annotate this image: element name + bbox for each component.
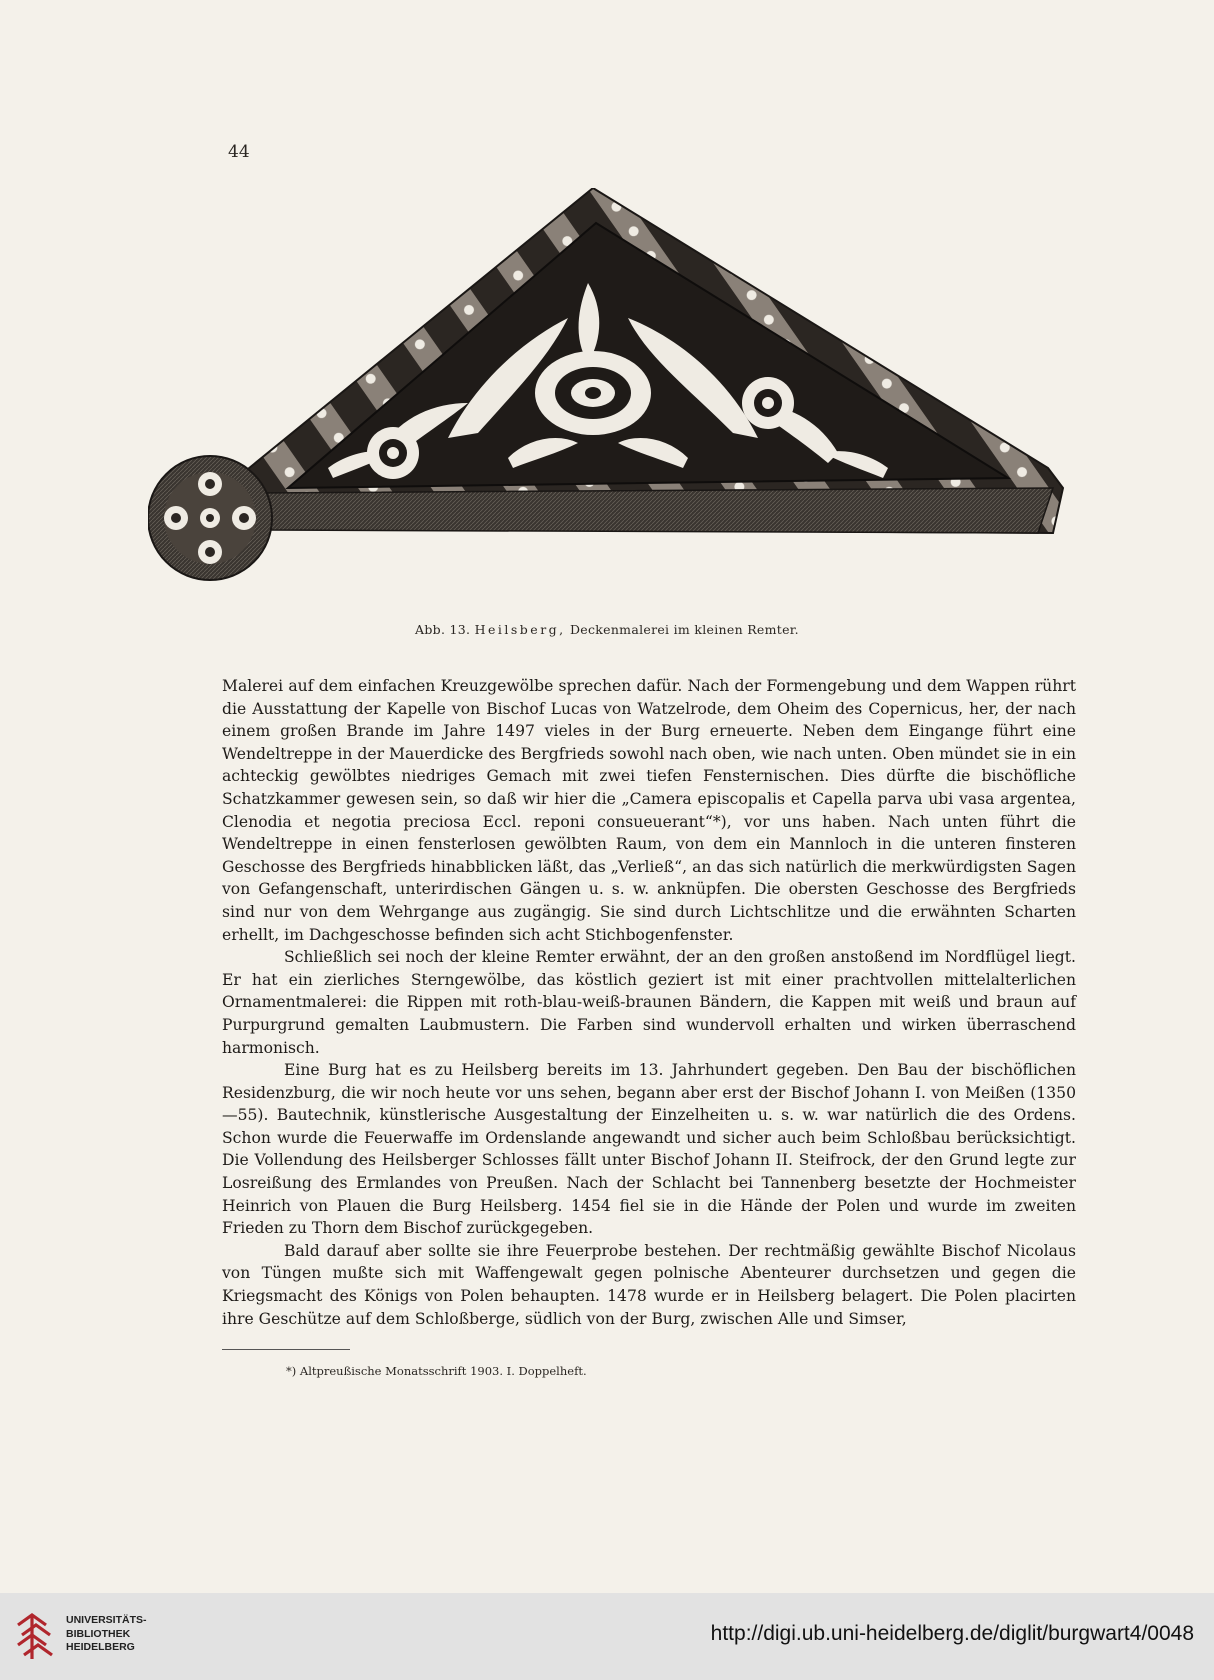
body-text <box>222 675 1076 1330</box>
central-rosette <box>535 351 651 435</box>
footnote-divider <box>222 1349 350 1350</box>
left-flower <box>367 427 419 479</box>
paragraph: Eine Burg hat es zu Heilsberg bereits im 13. Jahrhundert gegeben. Den Bau der bischöflichen Residenzburg, die wir noch heute vor uns sehen, begann aber erst der Bischof Johann I. von Meißen (1350—55). Bautechnik, künstlerische Ausgestaltung der Einzelheiten u. s. w. war natürlich die des Ordens. Schon wurde die Feuerwaffe im Ordenslande angewandt und sicher auch beim Schloßbau berücksichtigt. Die Vollendung des Heilsberger Schlosses fällt unter Bischof Johann II. Steifrock, der den Grund legte zur Losreißung des Ermlandes von Preußen. Nach der Schlacht bei Tannenberg besetzte der Hochmeister Heinrich von Plauen die Burg Heilsberg. 1454 fiel sie in die Hände der Polen und wurde im zweiten Frieden zu Thorn dem Bischof zurückgegeben. <box>222 1061 1076 1238</box>
keystone-medallion <box>148 456 272 580</box>
paragraph: Bald darauf aber sollte sie ihre Feuerprobe bestehen. Der rechtmäßig gewählte Bischof Nicolaus von Tüngen mußte sich mit Waffengewalt gegen polnische Abenteurer durchsetzen und gegen die Kriegsmacht des Königs von Polen behaupten. 1478 wurde er in Heilsberg belagert. Die Polen placirten ihre Geschütze auf dem Schloßberge, südlich von der Burg, zwischen Alle und Simser, <box>222 1241 1076 1328</box>
permalink-url[interactable]: http://digi.ub.uni-heidelberg.de/diglit/burgwart4/0048 <box>710 1622 1194 1645</box>
library-name-line: UNIVERSITÄTS- <box>66 1614 147 1626</box>
ceiling-painting-figure <box>148 188 1108 628</box>
paragraph: Malerei auf dem einfachen Kreuzgewölbe sprechen dafür. Nach der Formengebung und dem Wappen rührt die Ausstattung der Kapelle von Bischof Lucas von Watzelrode, dem Oheim des Copernicus, her, der nach einem großen Brande im Jahre 1497 vieles in der Burg erneuerte. Neben dem Eingange führt eine Wendeltreppe in der Mauerdicke des Bergfrieds sowohl nach oben, wie nach unten. Oben mündet sie in ein achteckig gewölbtes niedriges Gemach mit zwei tiefen Fensternischen. Dies dürfte die bischöfliche Schatzkammer gewesen sein, so daß wir hier die „Camera episcopalis et Capella parva ubi vasa argentea, Clenodia et negotia preciosa Eccl. reponi consueuerant“*), vor uns haben. Nach unten führt die Wendeltreppe in einen fensterlosen gewölbten Raum, von dem ein Mannloch in die unteren finsteren Geschosse des Bergfrieds hinabblicken läßt, das „Verließ“, an das sich natürlich die merkwürdigsten Sagen von Gefangenschaft, unterirdischen Gängen u. s. w. anknüpfen. Die obersten Geschosse des Bergfrieds sind nur von dem Wehrgange aus zugängig. Sie sind durch Lichtschlitze und die erwähnten Scharten erhellt, im Dachgeschosse befinden sich acht Stichbogenfenster. <box>222 677 1076 944</box>
library-name-line: BIBLIOTHEK <box>66 1627 131 1640</box>
library-logo-icon[interactable] <box>14 1611 64 1663</box>
paragraph: Schließlich sei noch der kleine Remter erwähnt, der an den großen anstoßend im Nordflügel liegt. Er hat ein zierliches Sterngewölbe, das köstlich geziert ist mit einer prachtvollen mittelalterlichen Ornamentmalerei: die Rippen mit roth-blau-weiß-braunen Bändern, die Kappen mit weiß und braun auf Purpurgrund gemalten Laubmustern. Die Farben sind wundervoll erhalten und wirken überraschend harmonisch. <box>222 948 1076 1057</box>
footnote: *) Altpreußische Monatsschrift 1903. I. Doppelheft. <box>286 1364 587 1378</box>
figure-description: Deckenmalerei im kleinen Remter. <box>569 622 799 637</box>
page-number: 44 <box>228 142 250 162</box>
right-flower <box>742 377 794 429</box>
figure-caption <box>0 622 1214 637</box>
library-name-line: HEIDELBERG <box>66 1641 135 1653</box>
library-name[interactable] <box>66 1614 147 1655</box>
figure-place: Heilsberg, <box>474 622 566 637</box>
vault-lower-band <box>253 488 1053 533</box>
library-footer <box>0 1593 1214 1680</box>
figure-label: Abb. 13. <box>415 622 471 637</box>
